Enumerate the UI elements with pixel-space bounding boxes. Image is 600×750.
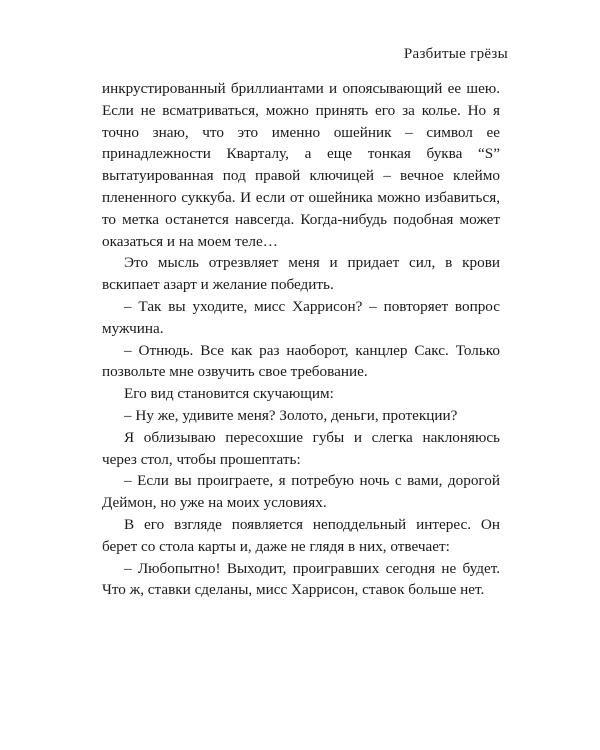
- paragraph-7: Я облизываю пересохшие губы и слегка наклоняюсь через стол, чтобы прошептать:: [102, 428, 500, 468]
- paragraph-10: – Любопытно! Выходит, проигравших сегодня не будет. Что ж, ставки сделаны, мисс Харрисон, ставок больше нет.: [102, 559, 500, 599]
- paragraph-1: инкрустированный бриллиантами и опоясывающий ее шею. Если не всматриваться, можно принять его за колье. Но я точно знаю, что это именно ошейник – символ ее принадлежности Кварталу, а еще тонкая буква “S” вытатуированная под правой ключицей – вечное клеймо плененного суккуба. И если от ошейника можно избавиться, то метка останется навсегда. Когда-нибудь подобная может оказаться и на моем теле…: [102, 80, 500, 250]
- paragraph-9: В его взгляде появляется неподдельный интерес. Он берет со стола карты и, даже не глядя в них, отвечает:: [102, 515, 500, 555]
- paragraph-3: – Так вы уходите, мисс Харрисон? – повторяет вопрос мужчина.: [102, 297, 500, 337]
- paragraph-2: Это мысль отрезвляет меня и придает сил, в крови вскипает азарт и желание победить.: [102, 254, 500, 294]
- paragraph-4: – Отнюдь. Все как раз наоборот, канцлер Сакс. Только позвольте мне озвучить свое требование.: [102, 341, 500, 381]
- paragraph-5: Его вид становится скучающим:: [124, 385, 334, 403]
- body-text: [102, 78, 500, 601]
- paragraph-6: – Ну же, удивите меня? Золото, деньги, протекции?: [124, 406, 458, 424]
- paragraph-8: – Если вы проиграете, я потребую ночь с вами, дорогой Деймон, но уже на моих условиях.: [102, 472, 500, 512]
- running-title: Разбитые грёзы: [403, 46, 508, 62]
